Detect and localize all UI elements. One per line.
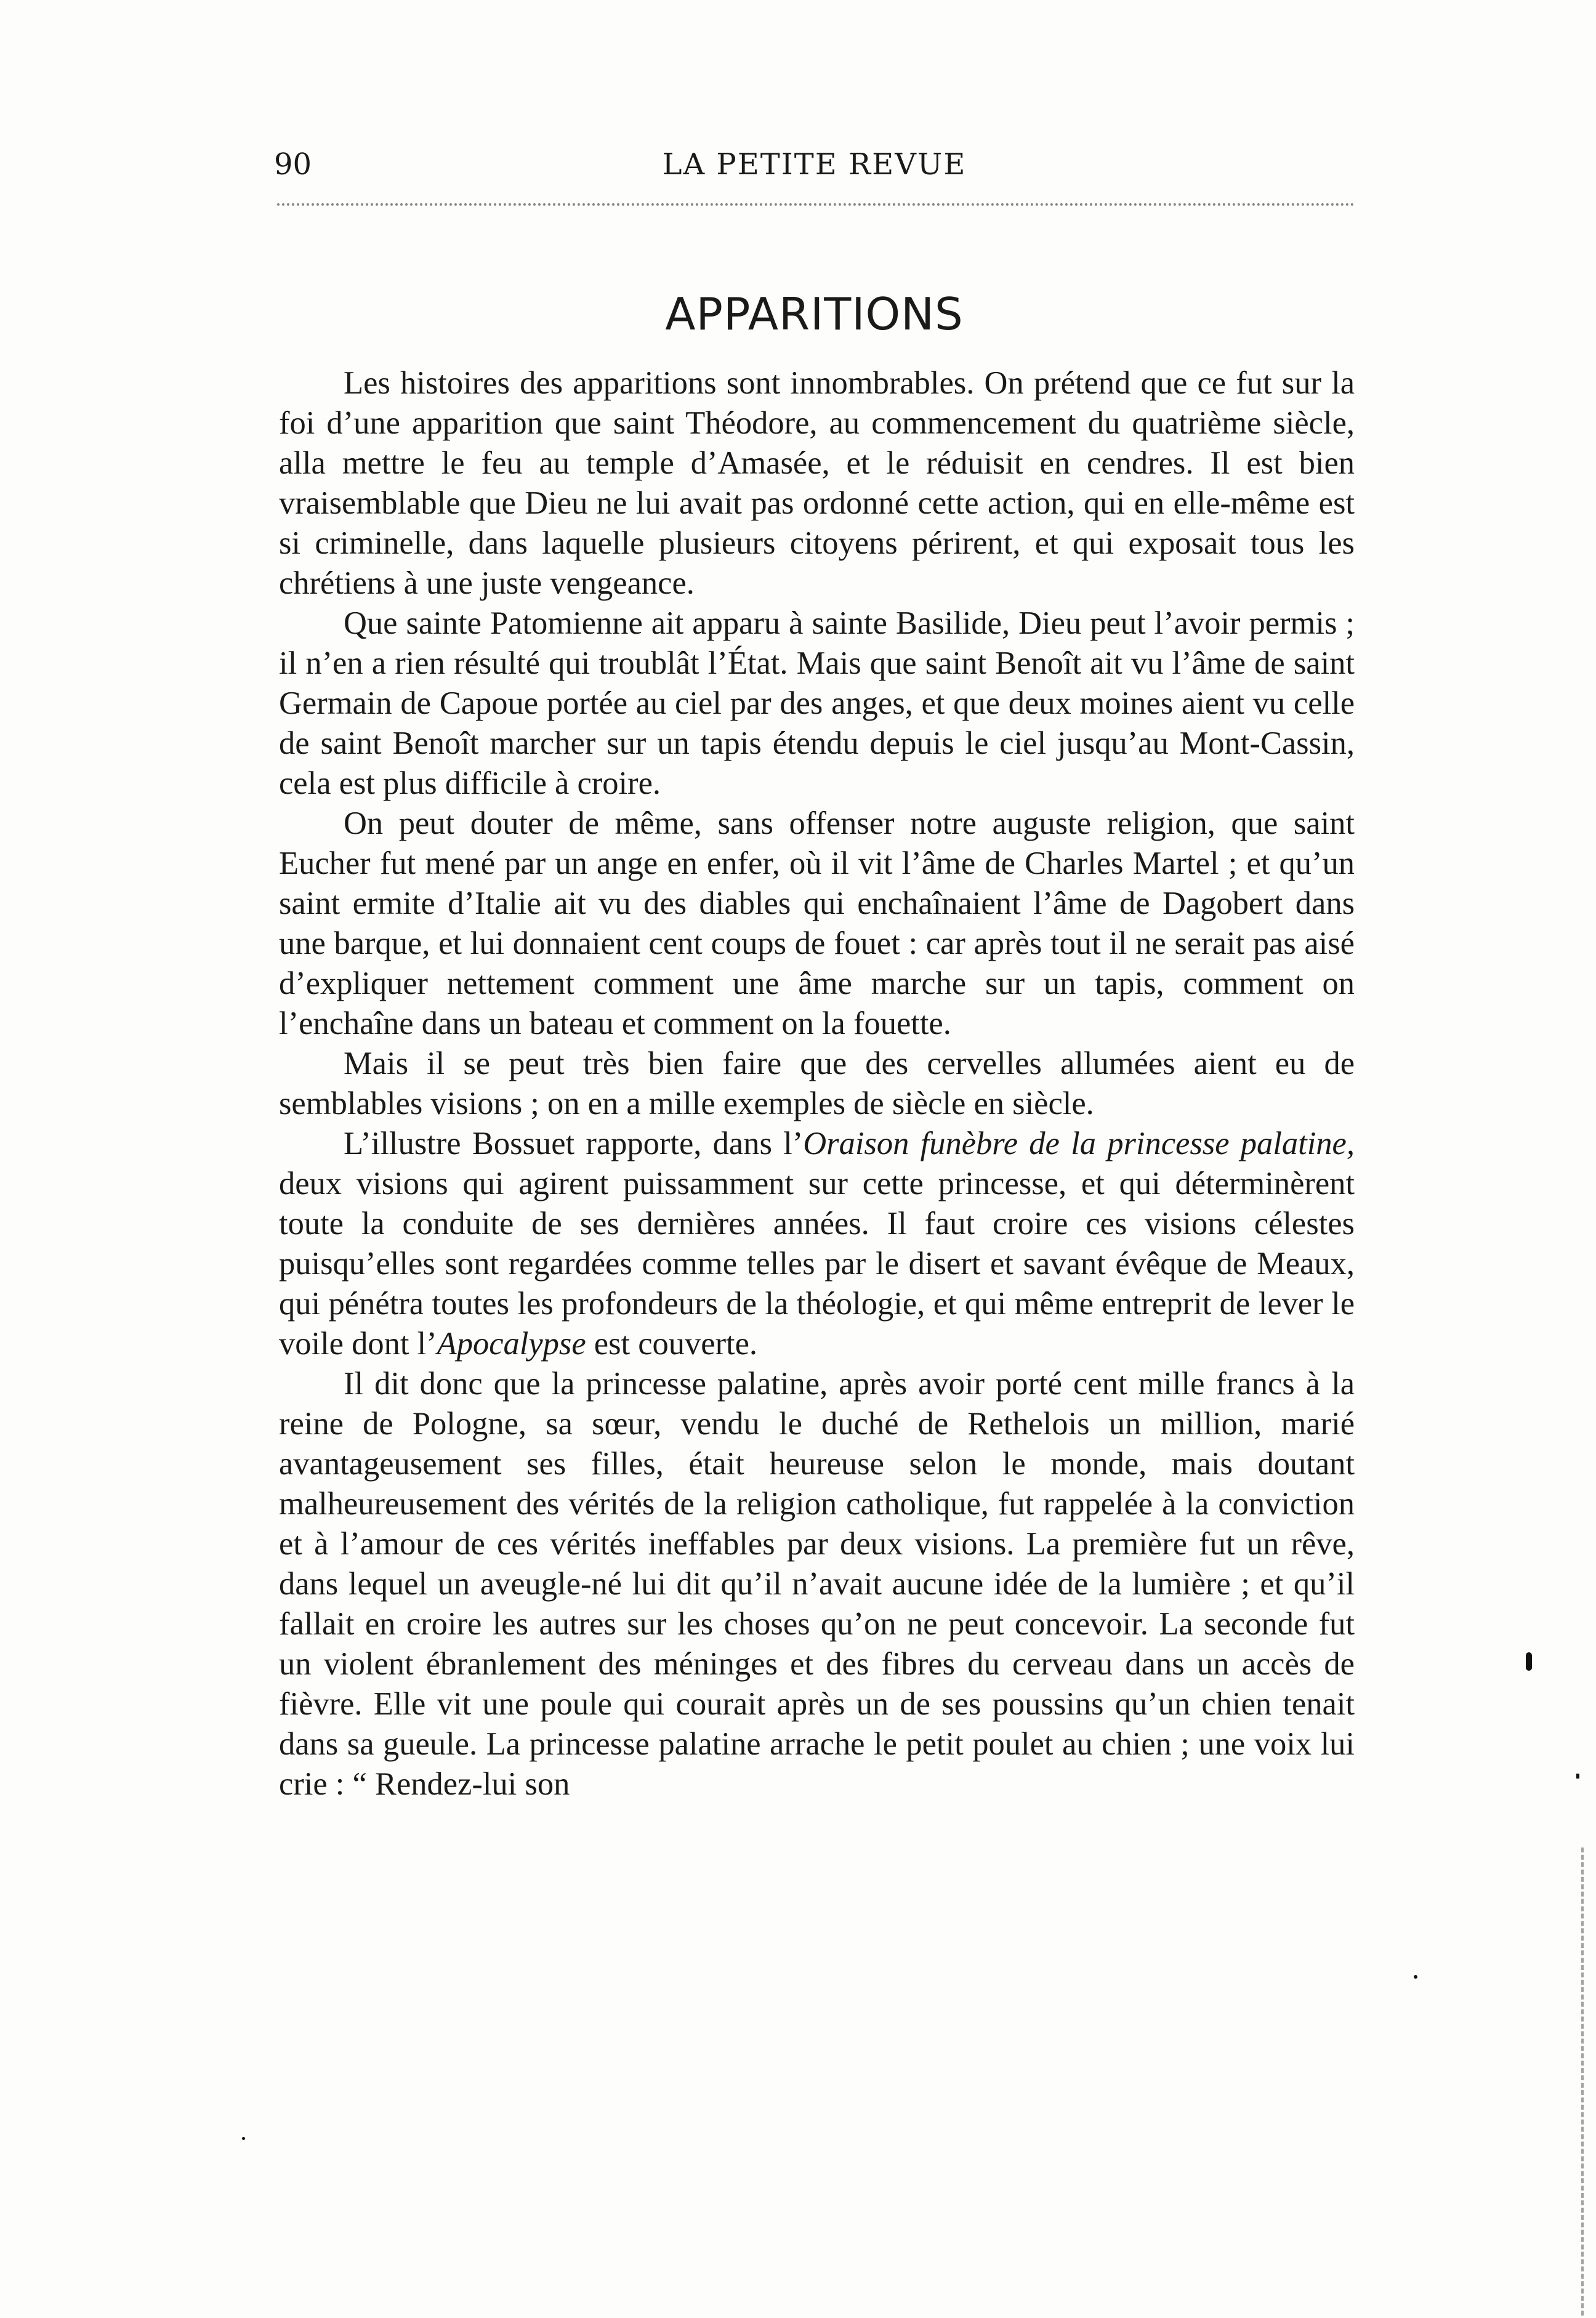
ink-speck (1576, 1774, 1579, 1779)
ink-speck (1526, 1652, 1532, 1671)
ink-speck (242, 2137, 245, 2140)
paragraph-text: est couverte. (586, 1326, 758, 1362)
article-body (279, 363, 1355, 1804)
paragraph: Les histoires des apparitions sont innombrables. On prétend que ce fut sur la foi d’une apparition que saint Théodore, au commencement du quatrième siècle, alla mettre le feu au temple d’Amasée, et le réduisit en cendres. Il est bien vraisemblable que Dieu ne lui avait pas ordonné cette action, qui en elle-même est si criminelle, dans laquelle plusieurs citoyens périrent, et qui exposait tous les chrétiens à une juste vengeance. (279, 365, 1355, 601)
page-number: 90 (274, 147, 312, 182)
scan-edge-line (1581, 1848, 1584, 2316)
italic-work-title: Apocalypse (437, 1326, 586, 1362)
paragraph (279, 1124, 1355, 1364)
paragraph-text: L’illustre Bossuet rapporte, dans l’ (344, 1126, 804, 1161)
paragraph-text: deux visions qui agirent puissamment sur cette princesse, et qui déterminèrent toute la conduite de ses dernières années. Il faut croire ces visions célestes puisqu’elles sont regardées comme telles par le disert et savant évêque de Meaux, qui pénétra toutes les profondeurs de la théologie, et qui même entreprit de lever le voile dont l’ (279, 1166, 1355, 1362)
article-title: APPARITIONS (665, 288, 964, 340)
paragraph: Mais il se peut très bien faire que des cervelles allumées aient eu de semblables visions ; on en a mille exemples de siècle en siècle. (279, 1046, 1355, 1121)
paragraph: Il dit donc que la princesse palatine, après avoir porté cent mille francs à la reine de Pologne, sa sœur, vendu le duché de Rethelois un million, marié avantageusement ses filles, était heureuse selon le monde, mais doutant malheureusement des vérités de la religion catholique, fut rappelée à la conviction et à l’amour de ces vérités ineffables par deux visions. La première fut un rêve, dans lequel un aveugle-né lui dit qu’il n’avait aucune idée de la lumière ; et qu’il fallait en croire les autres sur les choses qu’on ne peut concevoir. La seconde fut un violent ébranlement des méninges et des fibres du cerveau dans un accès de fièvre. Elle vit une poule qui courait après un de ses poussins qu’un chien tenait dans sa gueule. La princesse palatine arrache le petit poulet au chien ; une voix lui crie : “ Rendez-lui son (279, 1366, 1355, 1802)
paragraph: On peut douter de même, sans offenser notre auguste religion, que saint Eucher fut mené par un ange en enfer, où il vit l’âme de Charles Martel ; et qu’un saint ermite d’Italie ait vu des diables qui enchaînaient l’âme de Dagobert dans une barque, et lui donnaient cent coups de fouet : car après tout il ne serait pas aisé d’expliquer nettement comment une âme marche sur un tapis, comment on l’enchaîne dans un bateau et comment on la fouette. (279, 806, 1355, 1041)
ink-speck (1414, 1975, 1417, 1979)
paragraph: Que sainte Patomienne ait apparu à sainte Basilide, Dieu peut l’avoir permis ; il n’en a rien résulté qui troublât l’État. Mais que saint Benoît ait vu l’âme de saint Germain de Capoue portée au ciel par des anges, et que deux moines aient vu celle de saint Benoît marcher sur un tapis étendu depuis le ciel jusqu’au Mont-Cassin, cela est plus difficile à croire. (279, 605, 1355, 801)
italic-work-title: Oraison funèbre de la princesse palatine, (803, 1126, 1355, 1161)
running-title: LA PETITE REVUE (662, 147, 967, 182)
header-rule (277, 203, 1355, 206)
running-head (274, 143, 1355, 186)
